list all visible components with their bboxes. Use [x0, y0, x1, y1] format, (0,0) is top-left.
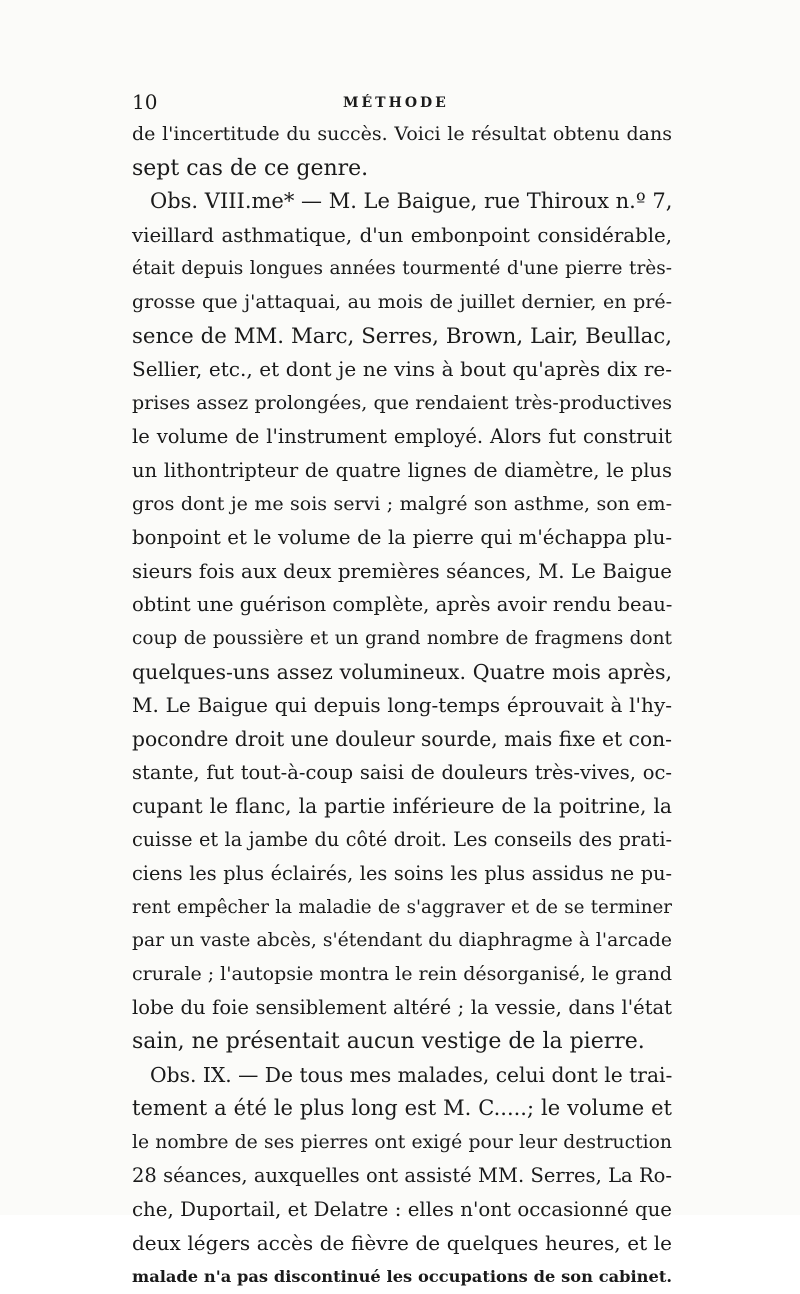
- text-line: pocondre droit une douleur sourde, mais fixe et con-: [132, 726, 673, 751]
- running-head: [132, 92, 672, 114]
- text-line: cupant le flanc, la partie inférieure de la poitrine, la: [132, 793, 672, 818]
- text-line: était depuis longues années tourmenté d'une pierre très-: [132, 258, 672, 280]
- text-line: ciens les plus éclairés, les soins les plus assidus ne pu-: [132, 862, 672, 886]
- text-line: quelques-uns assez volumineux. Quatre mois après,: [132, 659, 672, 684]
- text-line: sept cas de ce genre.: [132, 155, 369, 181]
- text-line: cuisse et la jambe du côté droit. Les conseils des prati-: [132, 828, 672, 852]
- text-line: coup de poussière et un grand nombre de fragmens dont: [132, 627, 672, 649]
- text-line: Sellier, etc., et dont je ne vins à bout qu'après dix re-: [132, 357, 672, 382]
- text-line: prises assez prolongées, que rendaient très-productives: [132, 391, 672, 414]
- text-line: un lithontripteur de quatre lignes de diamètre, le plus: [132, 458, 672, 482]
- text-line: le nombre de ses pierres ont exigé pour leur destruction: [132, 1131, 672, 1153]
- text-line: gros dont je me sois servi ; malgré son asthme, son em-: [132, 492, 672, 515]
- text-line: crurale ; l'autopsie montra le rein désorganisé, le grand: [132, 962, 673, 985]
- text-line: bonpoint et le volume de la pierre qui m'échappa plu-: [132, 526, 672, 550]
- text-line: par un vaste abcès, s'étendant du diaphragme à l'arcade: [132, 930, 672, 952]
- text-line: Obs. IX. — De tous mes malades, celui dont le trai-: [150, 1062, 673, 1087]
- text-line: obtint une guérison complète, après avoir rendu beau-: [132, 593, 673, 617]
- text-line: malade n'a pas discontinué les occupations de son cabinet.: [132, 1267, 672, 1287]
- text-line: vieillard asthmatique, d'un embonpoint considérable,: [132, 223, 672, 247]
- text-line: Obs. VIII.me* — M. Le Baigue, rue Thiroux n.º 7,: [150, 189, 673, 214]
- text-line: sieurs fois aux deux premières séances, M. Le Baigue: [132, 559, 672, 583]
- text-line: le volume de l'instrument employé. Alors fut construit: [132, 425, 672, 449]
- text-line: sence de MM. Marc, Serres, Brown, Lair, Beullac,: [132, 323, 672, 349]
- text-line: de l'incertitude du succès. Voici le résultat obtenu dans: [132, 123, 672, 145]
- running-title: MÉTHODE: [343, 95, 449, 111]
- text-line: tement a été le plus long est M. C.....; le volume et: [132, 1096, 672, 1121]
- text-line: lobe du foie sensiblement altéré ; la vessie, dans l'état: [132, 996, 672, 1020]
- text-line: che, Duportail, et Delatre : elles n'ont occasionné que: [132, 1198, 672, 1221]
- text-line: rent empêcher la maladie de s'aggraver et de se terminer: [132, 896, 672, 918]
- body-text: [132, 118, 672, 1294]
- text-line: stante, fut tout-à-coup saisi de douleurs très-vives, oc-: [132, 761, 672, 785]
- text-line: sain, ne présentait aucun vestige de la pierre.: [132, 1029, 645, 1055]
- text-line: 28 séances, auxquelles ont assisté MM. Serres, La Ro-: [132, 1164, 672, 1188]
- text-line: grosse que j'attaquai, au mois de juillet dernier, en pré-: [132, 290, 672, 313]
- text-line: deux légers accès de fièvre de quelques heures, et le: [132, 1230, 672, 1255]
- text-line: M. Le Baigue qui depuis long-temps éprouvait à l'hy-: [132, 693, 672, 718]
- page-number: 10: [132, 90, 158, 114]
